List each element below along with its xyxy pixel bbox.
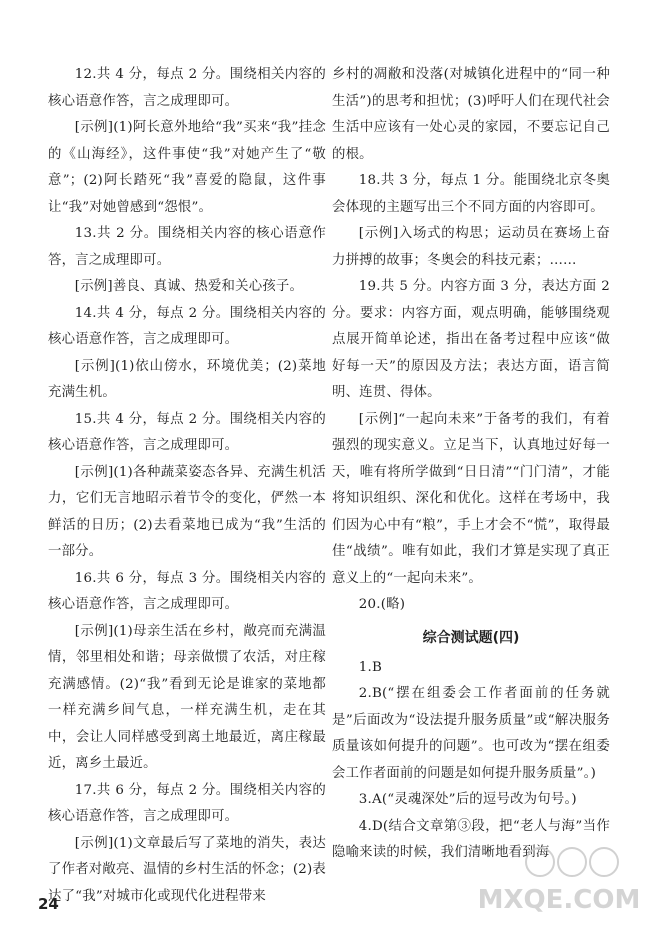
answer-17: 17.共 6 分，每点 2 分。围绕相关内容的核心语意作答，言之成理即可。 — [48, 782, 326, 824]
answer-13: 13.共 2 分。围绕相关内容的核心语意作答，言之成理即可。 — [48, 226, 326, 268]
example-16: [示例](1)母亲生活在乡村，敞亮而充满温情，邻里相处和谐；母亲做惯了农活，对庄稼充满感情。(2)“我”看到无论是谁家的菜地都一样充满乡间气息，一样充满生机，走在其中，会让人同样感受到离土地最近，离庄稼最近，离乡土最近。 — [48, 623, 326, 771]
answer-2: 2.B(“摆在组委会工作者面前的任务就是”后面改为“设法提升服务质量”或“解决服务质量该如何提升的问题”。也可改为“摆在组委会工作者面前的问题是如何提升服务质量”。) — [332, 686, 610, 781]
example-15: [示例](1)各种蔬菜姿态各异、充满生机活力，它们无言地昭示着节令的变化，俨然一本鲜活的日历；(2)去看菜地已成为“我”生活的一部分。 — [48, 464, 326, 559]
answer-3: 3.A(“灵魂深处”后的逗号改为句号。) — [358, 792, 577, 807]
answer-15: 15.共 4 分，每点 2 分。围绕相关内容的核心语意作答，言之成理即可。 — [48, 411, 326, 453]
answer-1: 1.B — [358, 659, 383, 675]
answer-12: 12.共 4 分，每点 2 分。围绕相关内容的核心语意作答，言之成理即可。 — [48, 67, 326, 109]
example-18: [示例]入场式的构思；运动员在赛场上奋力拼搏的故事；冬奥会的科技元素；…… — [332, 226, 610, 268]
answer-19: 19.共 5 分。内容方面 3 分，表达方面 2 分。要求：内容方面，观点明确，能够围绕观点展开简单论述，指出在备考过程中应该“做好每一天”的原因及方法；表达方面，语言简明、连贯、得体。 — [332, 279, 610, 400]
answer-4: 4.D(结合文章第③段，把“老人与海”当作隐喻来读的时候，我们清晰地看到海 — [332, 818, 610, 860]
answer-14: 14.共 4 分，每点 2 分。围绕相关内容的核心语意作答，言之成理即可。 — [48, 305, 326, 347]
example-17-continued: 乡村的凋敝和没落(对城镇化进程中的“同一种生活”)的思考和担忧；(3)呼吁人们在现代社会生活中应该有一处心灵的家园，不要忘记自己的根。 — [332, 67, 610, 162]
page-number: 24 — [38, 895, 59, 913]
watermark-logo — [470, 840, 648, 920]
example-14: [示例](1)依山傍水，环境优美；(2)菜地充满生机。 — [48, 358, 326, 400]
answer-20: 20.(略) — [358, 597, 406, 612]
right-column — [332, 62, 610, 867]
example-12: [示例](1)阿长意外地给“我”买来“我”挂念的《山海经》，这件事使“我”对她产生了“敬意”；(2)阿长踏死“我”喜爱的隐鼠，这件事让“我”对她曾感到“怨恨”。 — [48, 120, 326, 215]
left-column — [48, 62, 326, 910]
answer-16: 16.共 6 分，每点 3 分。围绕相关内容的核心语意作答，言之成理即可。 — [48, 570, 326, 612]
example-19: [示例]“一起向未来”于备考的我们，有着强烈的现实意义。立足当下，认真地过好每一天，唯有将所学做到“日日清”“门门清”，才能将知识组织、深化和优化。这样在考场中，我们因为心中有“粮”，手上才会不“慌”，取得最佳“战绩”。唯有如此，我们才算是实现了真正意义上的“一起向未来”。 — [332, 411, 610, 586]
section-heading: 综合测试题(四) — [422, 629, 520, 646]
example-13: [示例]善良、真诚、热爱和关心孩子。 — [74, 279, 304, 294]
example-17: [示例](1)文章最后写了菜地的消失，表达了作者对敞亮、温情的乡村生活的怀念；(2)表达了“我”对城市化或现代化进程带来 — [48, 835, 326, 904]
answer-18: 18.共 3 分，每点 1 分。能围绕北京冬奥会体现的主题写出三个不同方面的内容即可。 — [332, 173, 610, 215]
watermark-text: MXQE.COM — [477, 885, 641, 915]
